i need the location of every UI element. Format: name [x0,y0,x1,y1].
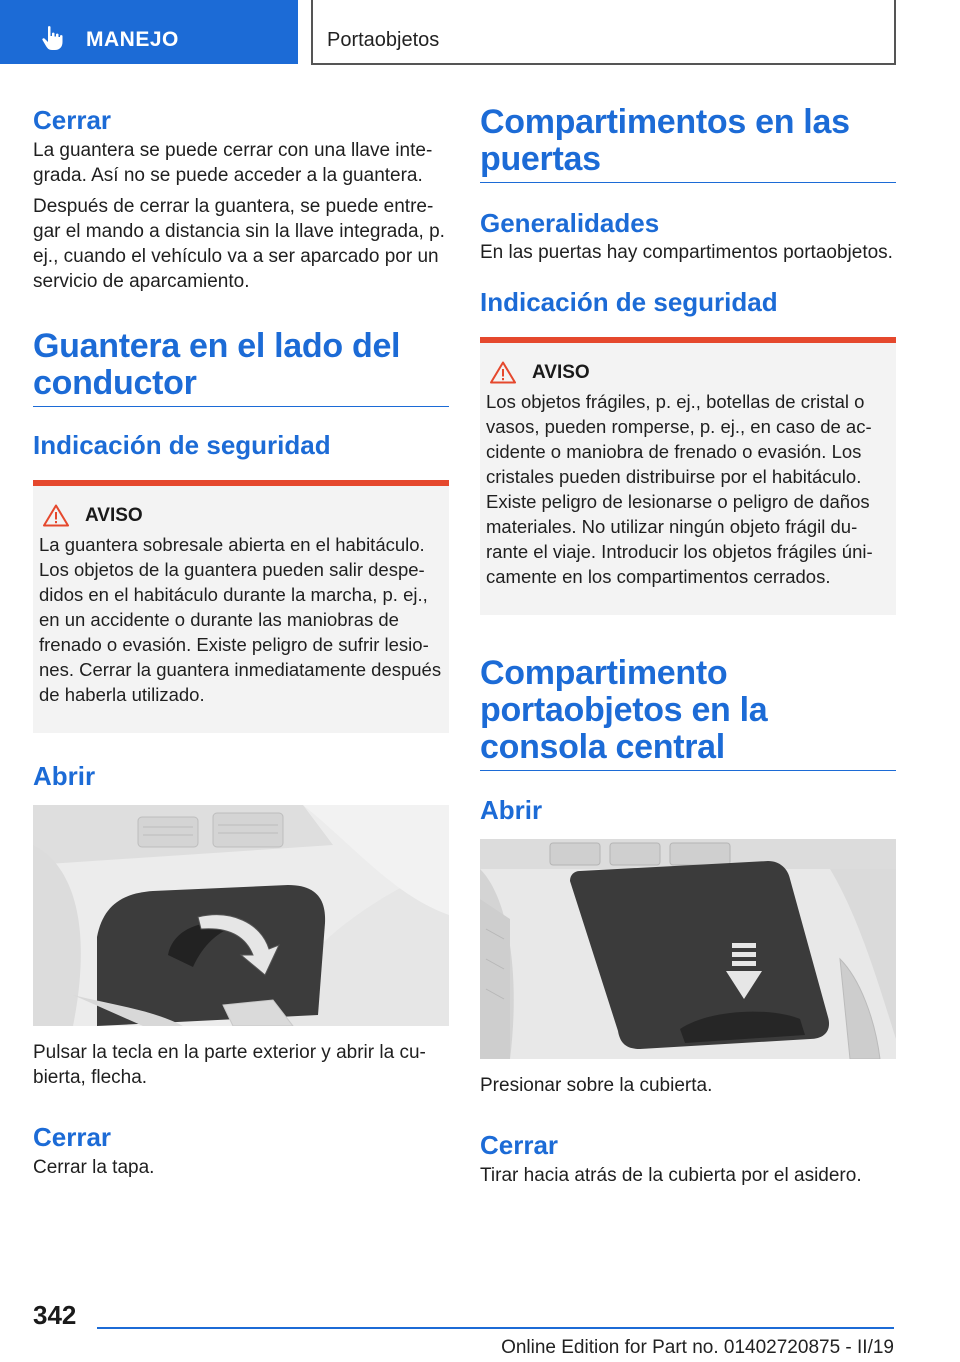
cerrar-heading-right: Cerrar [480,1130,559,1160]
section-tab[interactable] [0,0,298,64]
abrir-heading: Abrir [33,761,96,791]
page-number: 342 [33,1300,77,1330]
footer-rule [97,1327,894,1329]
safety-heading-right: Indicación de seguridad [480,287,778,317]
abrir-caption: Pulsar la tecla en la parte exterior y abrir la cubierta, flecha. [33,1042,426,1088]
warning-label: AVISO [85,504,143,526]
warning-triangle-icon [43,504,69,527]
warning-text: La guantera sobresale abierta en el habitáculo. Los objetos de la guantera pueden salir despedidos en el habitáculo durante la marcha, p. ej., en un accidente o durante las maniobras de frenado o evasión. Existe peligro de sufrir lesiones. Cerrar la guantera inmediatamente después de haberla utilizado. [39,534,442,705]
console-illustration [480,839,896,1059]
hand-pointer-icon [40,25,66,56]
right-column [480,100,896,1188]
generalidades-heading: Generalidades [480,208,660,238]
section-title-guantera: Guantera en el lado del conductor [33,328,449,407]
section-title-consola: Compartimento portaobjetos en la consola central [480,655,896,771]
chapter-label: Portaobjetos [327,29,440,51]
warning-text-right: Los objetos frágiles, p. ej., botellas de cristal o vasos, pueden romperse, p. ej., en caso de accidente o maniobra de frenado o evasión. Los cristales pueden distribuirse por el habitáculo. Existe peligro de lesionarse o peligro de daños materiales. No utilizar ningún objeto frágil durante el viaje. Introducir los objetos frágiles únicamente en los compartimentos cerrados. [486,391,873,587]
warning-box [33,480,449,733]
cerrar-heading-2: Cerrar [33,1122,112,1152]
generalidades-text: En las puertas hay compartimentos portaobjetos. [480,242,893,263]
warning-label-right: AVISO [532,361,590,383]
section-title-puertas: Compartimentos en las puertas [480,104,896,183]
glovebox-illustration [33,805,449,1026]
warning-header-right [486,361,890,384]
warning-header [39,504,443,527]
cerrar-paragraph-1: La guantera se puede cerrar con una llave integrada. Así no se puede acceder a la guantera. [33,140,433,186]
cerrar-paragraph-2: Después de cerrar la guantera, se puede entregar el mando a distancia sin la llave integrada, p. ej., cuando el vehículo va a ser aparcado por un servicio de aparcamiento. [33,196,445,292]
left-column [33,100,449,1180]
abrir-heading-right: Abrir [480,795,543,825]
section-label: MANEJO [86,28,179,51]
warning-triangle-icon [490,361,516,384]
cerrar-text-right: Tirar hacia atrás de la cubierta por el asidero. [480,1165,862,1186]
cerrar-heading: Cerrar [33,105,112,135]
cerrar-text-2: Cerrar la tapa. [33,1157,155,1178]
abrir-caption-right: Presionar sobre la cubierta. [480,1075,713,1096]
safety-heading: Indicación de seguridad [33,430,331,460]
chapter-header [311,0,896,65]
edition-note: Online Edition for Part no. 01402720875 - II/19 [501,1337,894,1358]
warning-box-right [480,337,896,615]
